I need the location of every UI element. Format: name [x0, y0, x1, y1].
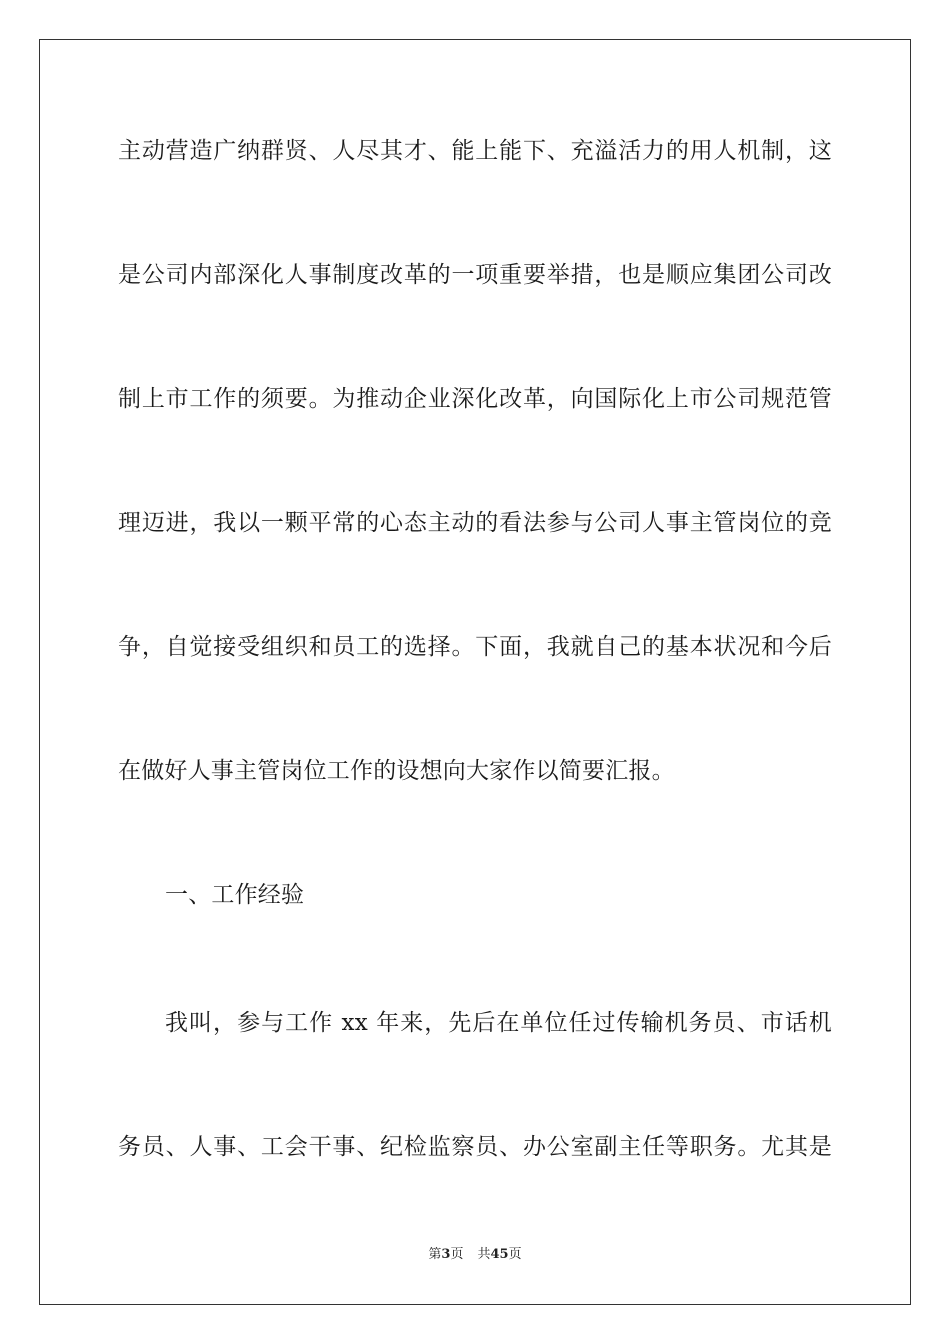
- paragraph-line: 理迈进，我以一颗平常的心态主动的看法参与公司人事主管岗位的竞: [118, 510, 832, 536]
- paragraph-line: 是公司内部深化人事制度改革的一项重要举措，也是顺应集团公司改: [118, 262, 832, 288]
- paragraph-line: 务员、人事、工会干事、纪检监察员、办公室副主任等职务。尤其是: [118, 1134, 832, 1160]
- section-heading: 一、工作经验: [165, 882, 305, 908]
- paragraph-line: 在做好人事主管岗位工作的设想向大家作以简要汇报。: [118, 758, 675, 784]
- footer-page-suffix: 页: [450, 1247, 464, 1262]
- paragraph-line: 制上市工作的须要。为推动企业深化改革，向国际化上市公司规范管: [118, 386, 832, 412]
- footer-page-prefix: 第: [428, 1247, 442, 1262]
- footer-total-prefix: 共: [477, 1247, 491, 1262]
- footer-total-pages: 45: [490, 1247, 509, 1262]
- paragraph-line: 我叫，参与工作 xx 年来，先后在单位任过传输机务员、市话机: [165, 1010, 832, 1036]
- page-footer: [0, 1246, 950, 1264]
- paragraph-line: 争，自觉接受组织和员工的选择。下面，我就自己的基本状况和今后: [118, 634, 832, 660]
- page-border: [39, 39, 911, 1305]
- footer-total-suffix: 页: [508, 1247, 522, 1262]
- paragraph-line: 主动营造广纳群贤、人尽其才、能上能下、充溢活力的用人机制，这: [118, 138, 832, 164]
- footer-page-number: 3: [441, 1247, 451, 1262]
